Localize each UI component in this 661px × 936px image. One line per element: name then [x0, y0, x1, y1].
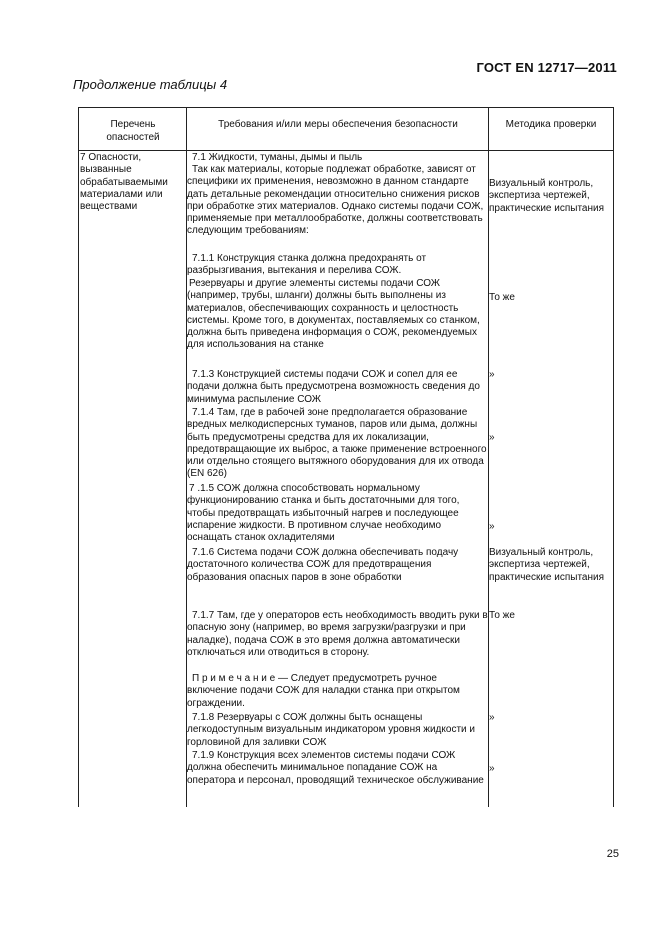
verification-cell: Визуальный контроль, экспертиза чертежей, практические испытания — [489, 547, 605, 583]
requirement-7-1-4: 7.1.4 Там, где в рабочей зоне предполагается образование вредных мелкодисперсных туманов, паров или дыма, должны быть предусмотрены средства для их локализации, предотвращающие их выброс, а также применение встроенного или отдельно стоящего вытяжного оборудования для их отвода (EN 626) — [187, 407, 487, 480]
verification-cell: То же — [489, 292, 515, 303]
column-header-hazards: Перечень опасностей — [106, 119, 160, 143]
requirement-7-1-8: 7.1.8 Резервуары с СОЖ должны быть оснащены легкодоступным визуальным индикатором уровня жидкости и горловиной для заливки СОЖ — [187, 712, 475, 748]
requirement-7-1-5: 7 .1.5 СОЖ должна способствовать нормальному функционированию станка и быть достаточными для того, чтобы предотвращать избыточный нагрев и последующее испарение жидкости. В противном случае необходимо оснащать станок охладителями — [187, 483, 460, 544]
table-right-border — [613, 107, 614, 807]
requirement-intro: Так как материалы, которые подлежат обработке, зависят от специфики их применения, невозможно в данном стандарте дать детальные рекомендации относительно снижения рисков при обработке этих материалов. Однако системы подачи СОЖ, применяемые при металлообработке, должны соответствовать следующим требованиям: — [187, 164, 484, 237]
document-id: ГОСТ EN 12717—2011 — [476, 60, 617, 75]
table-continuation-caption: Продолжение таблицы 4 — [73, 77, 228, 92]
verification-cell: Визуальный контроль, экспертиза чертежей, практические испытания — [489, 178, 605, 214]
verification-cell: » — [489, 369, 495, 380]
column-header-requirements: Требования и/или меры обеспечения безопасности — [218, 119, 458, 130]
requirement-7-1-7: 7.1.7 Там, где у операторов есть необходимость вводить руки в опасную зону (например, во время загрузки/разгрузки и при наладке), подача СОЖ в это время должна автоматически отключаться или отводиться в сторону. — [187, 610, 488, 658]
requirement-7-1-9: 7.1.9 Конструкция всех элементов системы подачи СОЖ должна обеспечить минимальное попадание СОЖ на оператора и персонал, проводящий техническое обслуживание — [187, 750, 484, 786]
requirement-7-1-3: 7.1.3 Конструкцией системы подачи СОЖ и сопел для ее подачи должна быть предусмотрена возможность сведения до минимума распыление СОЖ — [187, 369, 480, 405]
verification-cell: » — [489, 712, 495, 723]
verification-cell: » — [489, 763, 495, 774]
requirement-7-1-6: 7.1.6 Система подачи СОЖ должна обеспечивать подачу достаточного количества СОЖ для предотвращения образования опасных паров в зоне обработки — [187, 547, 459, 583]
hazard-table — [78, 107, 614, 807]
requirement-note: П р и м е ч а н и е — Следует предусмотреть ручное включение подачи СОЖ для наладки станка при открытом ограждении. — [187, 673, 460, 709]
hazard-cell: 7 Опасности, вызванные обрабатываемыми материалами или веществами — [80, 152, 168, 213]
requirement-7-1-heading: 7.1 Жидкости, туманы, дымы и пыль — [192, 152, 363, 163]
table-top-border — [78, 107, 614, 108]
verification-cell: То же — [489, 610, 515, 621]
verification-cell: » — [489, 432, 495, 443]
column-header-verification: Методика проверки — [505, 119, 597, 130]
table-left-border — [78, 107, 79, 807]
requirement-reservoirs: Резервуары и другие элементы системы подачи СОЖ (например, трубы, шланги) должны быть выполнены из материалов, обеспечивающих сохранность и целостность системы. Кроме того, в документах, поставляемых со станком, должна быть приведена информация о СОЖ, рекомендуемых для использования на станке — [187, 278, 480, 351]
header-bottom-border — [78, 150, 614, 151]
page-number: 25 — [606, 848, 619, 860]
requirement-7-1-1: 7.1.1 Конструкция станка должна предохранять от разбрызгивания, вытекания и перелива СОЖ. — [187, 253, 427, 277]
verification-cell: » — [489, 521, 495, 532]
